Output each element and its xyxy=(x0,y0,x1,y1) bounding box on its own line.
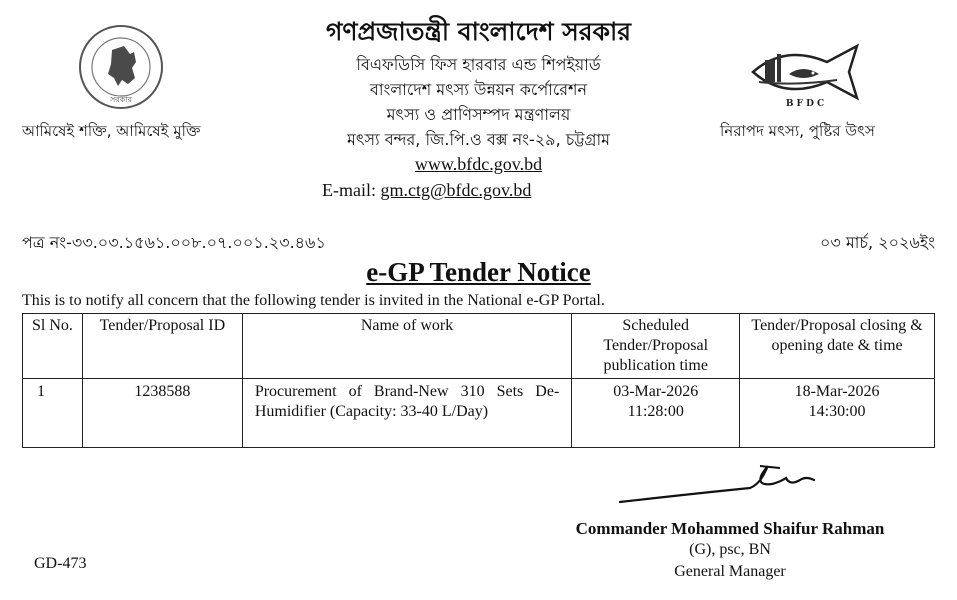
cell-work: Procurement of Brand-New 310 Sets De-Humidifier (Capacity: 33-40 L/Day) xyxy=(242,379,571,448)
header-closing: Tender/Proposal closing & opening date & time xyxy=(740,314,935,379)
right-slogan: নিরাপদ মৎস্য, পুষ্টির উৎস xyxy=(720,122,875,140)
table-header-row xyxy=(23,314,935,379)
document-code: GD-473 xyxy=(34,555,87,572)
cell-sl: 1 xyxy=(23,379,83,448)
bfdc-logo xyxy=(745,38,865,108)
memo-date: ০৩ মার্চ, ২০২৬ইং xyxy=(819,233,935,252)
header-line-4: মৎস্য বন্দর, জি.পি.ও বক্স নং-২৯, চট্টগ্রাম xyxy=(347,130,610,149)
publication-time: 11:28:00 xyxy=(627,403,684,420)
website-row xyxy=(200,154,757,175)
header-id: Tender/Proposal ID xyxy=(82,314,242,379)
email-row xyxy=(322,180,531,201)
header-line-1: বিএফডিসি ফিস হারবার এন্ড শিপইয়ার্ড xyxy=(356,55,601,74)
header-sl: Sl No. xyxy=(23,314,83,379)
notice-title: e-GP Tender Notice xyxy=(366,257,591,287)
government-seal xyxy=(78,24,164,110)
publication-date: 03-Mar-2026 xyxy=(613,383,699,400)
cell-closing xyxy=(740,379,935,448)
closing-date: 18-Mar-2026 xyxy=(794,383,880,400)
signatory-credentials: (G), psc, BN xyxy=(689,541,771,558)
cell-id: 1238588 xyxy=(82,379,242,448)
fish-logo-icon xyxy=(745,38,865,108)
handwritten-signature-icon xyxy=(610,458,830,508)
header-line-2: বাংলাদেশ মৎস্য উন্নয়ন কর্পোরেশন xyxy=(369,80,588,99)
header-title: গণপ্রজাতন্ত্রী বাংলাদেশ সরকার xyxy=(326,17,631,46)
email-link[interactable]: gm.ctg@bfdc.gov.bd xyxy=(380,180,532,200)
signature-scribble xyxy=(610,458,830,512)
bangladesh-seal-icon xyxy=(78,24,164,110)
left-slogan: আমিষেই শক্তি, আমিষেই মুক্তি xyxy=(22,122,201,140)
header-publication: Scheduled Tender/Proposal publication time xyxy=(572,314,740,379)
website-link[interactable]: www.bfdc.gov.bd xyxy=(414,154,543,174)
email-label: E-mail: xyxy=(322,180,376,200)
tender-table xyxy=(22,313,935,448)
svg-text:সরকার: সরকার xyxy=(109,95,133,104)
svg-text:B F D C: B F D C xyxy=(785,99,825,108)
cell-publication xyxy=(572,379,740,448)
table-row xyxy=(23,379,935,448)
closing-time: 14:30:00 xyxy=(808,403,866,420)
signatory-name: Commander Mohammed Shaifur Rahman xyxy=(575,519,885,538)
header-line-3: মৎস্য ও প্রাণিসম্পদ মন্ত্রণালয় xyxy=(386,105,571,124)
signatory-designation: General Manager xyxy=(674,563,786,580)
notice-intro: This is to notify all concern that the following tender is invited in the National e-GP Portal. xyxy=(22,292,605,309)
header-work: Name of work xyxy=(242,314,571,379)
memo-ref: পত্র নং-৩৩.০৩.১৫৬১.০০৮.০৭.০০১.২৩.৪৬১ xyxy=(22,233,326,252)
